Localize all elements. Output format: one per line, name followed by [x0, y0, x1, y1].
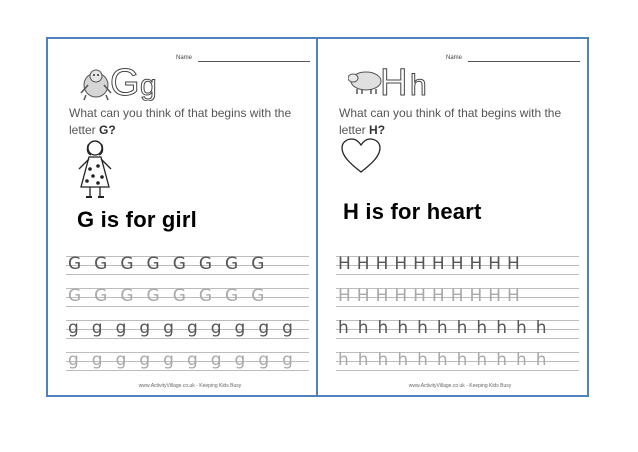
- trace-row-lower: hhhhhhhhhhh: [336, 350, 579, 372]
- caption-g: G is for girl: [77, 207, 197, 232]
- trace-row-lower: hhhhhhhhhhh: [336, 318, 579, 340]
- worksheet-h: [326, 39, 594, 395]
- trace-row-lower: gggggggggg: [66, 318, 309, 340]
- trace-row-upper: GGGGGGGG: [66, 254, 309, 276]
- svg-text:h: h: [410, 69, 427, 101]
- svg-text:H: H: [380, 62, 408, 101]
- name-label: Name: [446, 55, 463, 61]
- prompt-text: What can you think of that begins with the letter G?: [69, 106, 292, 137]
- name-line: [468, 61, 580, 62]
- trace-row-upper: HHHHHHHHHH: [336, 286, 579, 308]
- svg-text:g: g: [140, 69, 157, 101]
- letter-h-heading: [380, 61, 450, 101]
- letter-g-heading: [110, 61, 180, 101]
- footer-text: www.ActivityVillage.co.uk - Keeping Kids Busy: [408, 383, 512, 389]
- girl-doll-icon: [73, 139, 117, 203]
- gorilla-icon: [78, 65, 114, 101]
- trace-row-lower: gggggggggg: [66, 350, 309, 372]
- heart-outline-icon: [340, 137, 382, 175]
- worksheet-g: [56, 39, 324, 395]
- prompt-text: What can you think of that begins with the letter H?: [339, 106, 562, 137]
- hippo-icon: [348, 65, 384, 95]
- caption-h: H is for heart: [343, 199, 482, 224]
- svg-text:G: G: [110, 62, 140, 101]
- name-label: Name: [176, 55, 193, 61]
- name-line: [198, 61, 310, 62]
- footer-text: www.ActivityVillage.co.uk - Keeping Kids Busy: [138, 383, 242, 389]
- trace-row-upper: GGGGGGGG: [66, 286, 309, 308]
- trace-row-upper: HHHHHHHHHH: [336, 254, 579, 276]
